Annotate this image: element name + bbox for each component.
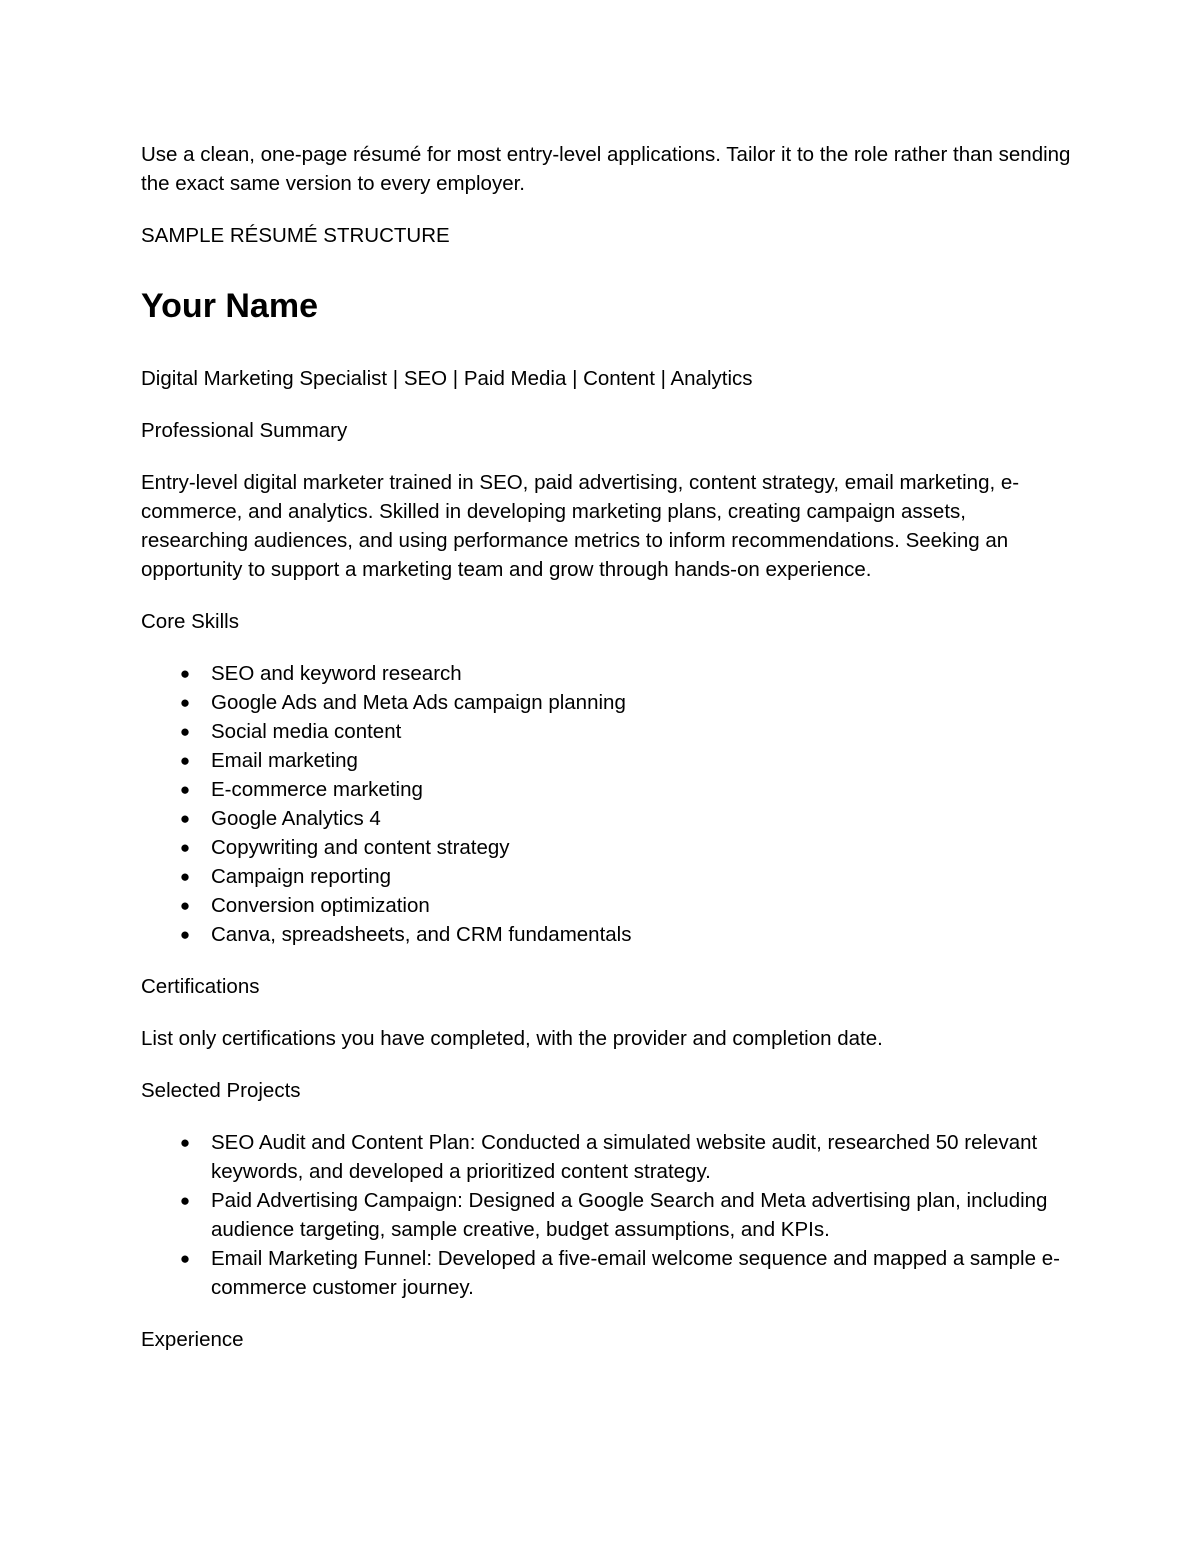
bullet-icon: ●: [179, 664, 191, 683]
skill-item: [141, 833, 1071, 862]
project-item: [141, 1244, 1071, 1302]
projects-list: [141, 1128, 1071, 1302]
skill-item: [141, 920, 1071, 949]
certifications-heading: Certifications: [141, 975, 260, 998]
skill-item: [141, 659, 1071, 688]
bullet-icon: ●: [179, 751, 191, 770]
resume-tagline: Digital Marketing Specialist | SEO | Paid Media | Content | Analytics: [141, 367, 753, 390]
certifications-note: List only certifications you have completed, with the provider and completion date.: [141, 1027, 883, 1050]
bullet-icon: ●: [179, 1249, 191, 1268]
bullet-icon: ●: [179, 722, 191, 741]
project-item: [141, 1128, 1071, 1186]
document-page: [141, 140, 1071, 1377]
skill-text: Social media content: [211, 720, 402, 743]
bullet-icon: ●: [179, 867, 191, 886]
resume-name: Your Name: [141, 287, 318, 325]
skill-item: [141, 862, 1071, 891]
skill-item: [141, 804, 1071, 833]
skill-text: Google Analytics 4: [211, 807, 381, 830]
intro-paragraph: Use a clean, one-page résumé for most entry-level applications. Tailor it to the role rather than sending the exact same version to every employer.: [141, 143, 1071, 195]
project-text: Email Marketing Funnel: Developed a five-email welcome sequence and mapped a sample e-commerce customer journey.: [211, 1247, 1060, 1299]
bullet-icon: ●: [179, 896, 191, 915]
bullet-icon: ●: [179, 1133, 191, 1152]
skill-item: [141, 775, 1071, 804]
experience-heading: Experience: [141, 1328, 244, 1351]
bullet-icon: ●: [179, 838, 191, 857]
skill-item: [141, 688, 1071, 717]
skill-text: Google Ads and Meta Ads campaign planning: [211, 691, 626, 714]
skill-text: Email marketing: [211, 749, 358, 772]
skill-item: [141, 717, 1071, 746]
bullet-icon: ●: [179, 809, 191, 828]
bullet-icon: ●: [179, 1191, 191, 1210]
skill-text: Copywriting and content strategy: [211, 836, 510, 859]
skill-text: Conversion optimization: [211, 894, 430, 917]
bullet-icon: ●: [179, 693, 191, 712]
bullet-icon: ●: [179, 925, 191, 944]
structure-label: SAMPLE RÉSUMÉ STRUCTURE: [141, 224, 450, 247]
skill-text: E-commerce marketing: [211, 778, 423, 801]
project-item: [141, 1186, 1071, 1244]
skills-heading: Core Skills: [141, 610, 239, 633]
skill-item: [141, 746, 1071, 775]
skill-text: Campaign reporting: [211, 865, 392, 888]
skill-text: Canva, spreadsheets, and CRM fundamentals: [211, 923, 632, 946]
skills-list: [141, 659, 1071, 949]
summary-paragraph: Entry-level digital marketer trained in SEO, paid advertising, content strategy, email marketing, e-commerce, and analytics. Skilled in developing marketing plans, creating campaign assets, researching audiences, and using performance metrics to inform recommendations. Seeking an opportunity to support a marketing team and grow through hands-on experience.: [141, 471, 1020, 581]
summary-heading: Professional Summary: [141, 419, 348, 442]
skill-item: [141, 891, 1071, 920]
project-text: SEO Audit and Content Plan: Conducted a simulated website audit, researched 50 relevant keywords, and developed a prioritized content strategy.: [211, 1131, 1038, 1183]
skill-text: SEO and keyword research: [211, 662, 462, 685]
bullet-icon: ●: [179, 780, 191, 799]
projects-heading: Selected Projects: [141, 1079, 301, 1102]
project-text: Paid Advertising Campaign: Designed a Google Search and Meta advertising plan, including audience targeting, sample creative, budget assumptions, and KPIs.: [211, 1189, 1048, 1241]
